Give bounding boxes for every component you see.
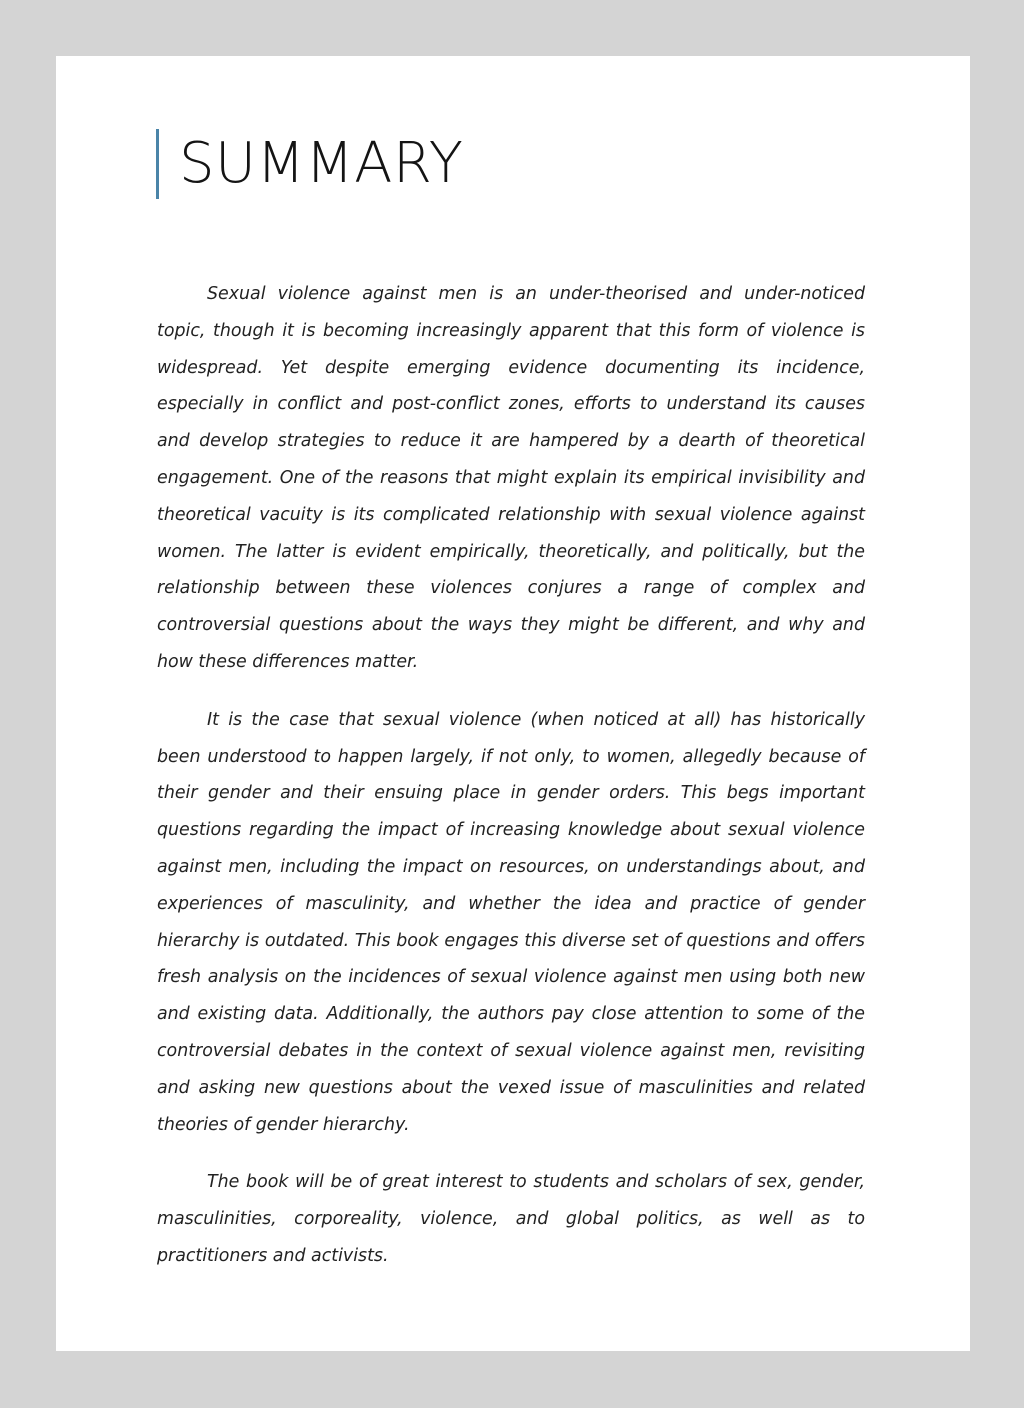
page-title: SUMMARY [179, 131, 464, 196]
summary-paragraph-3: The book will be of great interest to students and scholars of sex, gender, masculinities, corporeality, violence, and global politics, as well as to practitioners and activists. [157, 1172, 865, 1266]
heading-accent-bar [156, 129, 159, 199]
summary-paragraph-2: It is the case that sexual violence (when noticed at all) has historically been understood to happen largely, if not only, to women, allegedly because of their gender and their ensuing place in gender orders. This begs important questions regarding the impact of increasing knowledge about sexual violence against men, including the impact on resources, on understandings about, and experiences of masculinity, and whether the idea and practice of gender hierarchy is outdated. This book engages this diverse set of questions and offers fresh analysis on the incidences of sexual violence against men using both new and existing data. Additionally, the authors pay close attention to some of the controversial debates in the context of sexual violence against men, revisiting and asking new questions about the vexed issue of masculinities and related theories of gender hierarchy. [157, 709, 865, 1135]
summary-body [157, 276, 865, 1296]
summary-heading [156, 128, 464, 200]
document-page [56, 56, 970, 1351]
summary-paragraph-1: Sexual violence against men is an under-theorised and under-noticed topic, though it is becoming increasingly apparent that this form of violence is widespread. Yet despite emerging evidence documenting its incidence, especially in conflict and post-conflict zones, efforts to understand its causes and develop strategies to reduce it are hampered by a dearth of theoretical engagement. One of the reasons that might explain its empirical invisibility and theoretical vacuity is its complicated relationship with sexual violence against women. The latter is evident empirically, theoretically, and politically, but the relationship between these violences conjures a range of complex and controversial questions about the ways they might be different, and why and how these differences matter. [157, 284, 865, 672]
